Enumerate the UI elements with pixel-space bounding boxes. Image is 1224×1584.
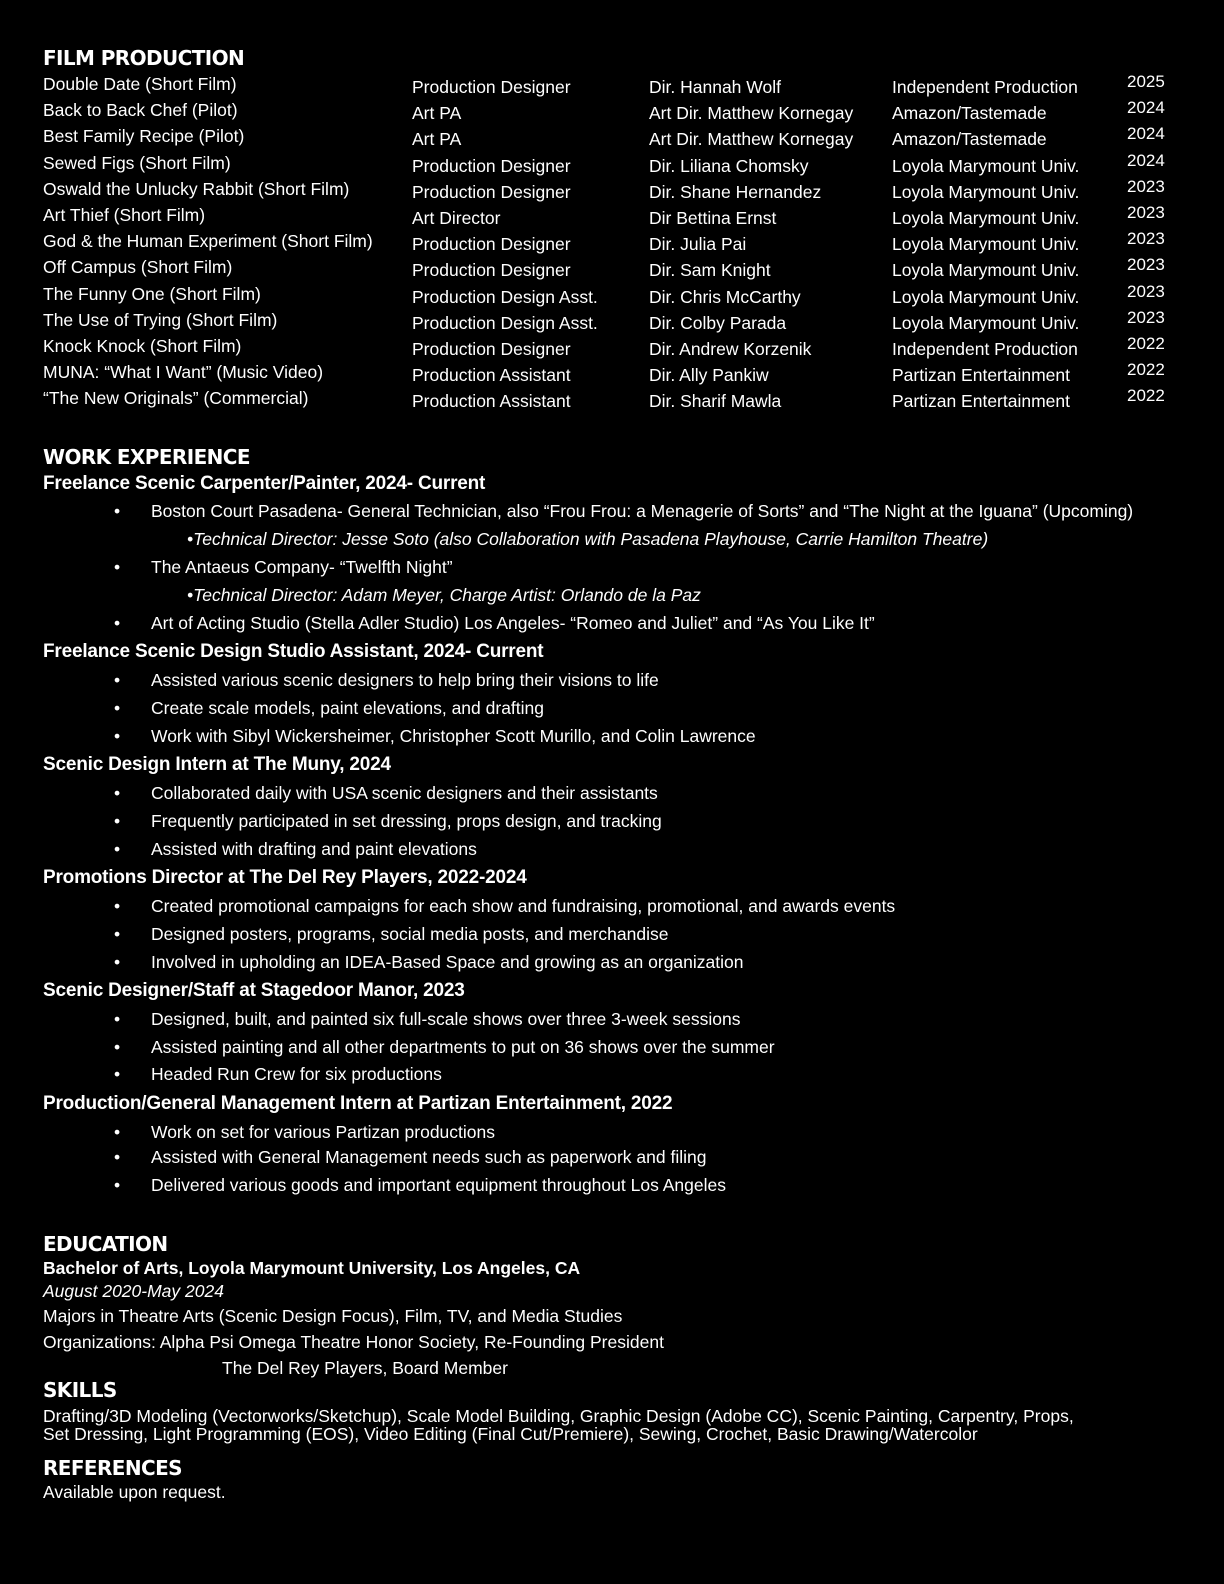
education-heading: EDUCATION <box>43 1232 168 1256</box>
film-company: Loyola Marymount Univ. <box>892 286 1080 307</box>
film-director: Dir. Andrew Korzenik <box>649 339 812 359</box>
job-title: Promotions Director at The Del Rey Players, 2022-2024 <box>43 867 527 888</box>
education-dates: August 2020-May 2024 <box>43 1281 224 1301</box>
resume-page: FILM PRODUCTION Double Date (Short Film) Production Designer Dir. Hannah Wolf Independent Production 2025 Back to Back Chef (Pilot) Art PA Art Dir. Matthew Kornegay Amazon/Tastemade 2024 Best Family Recipe (Pilot) Art PA Art Dir. Matthew Kornegay Amazon/Tastemade 2024 Sewed Figs (Short Film) Production Designer Dir. Liliana Chomsky Loyola Marymount Univ. 2024 Oswald the Unlucky Rabbit (Short Film) Production Designer Dir. Shane Hernandez Loyola Marymount Univ. 2023 Art Thief (Short Film) Art Director Dir Bettina Ernst Loyola Marymount Univ. 2023 God & the Human Experiment (Short Film) Production Designer Dir. Julia Pai Loyola Marymount Univ. 2023 Off Campus (Short Film) Production Designer Dir. Sam Knight Loyola Marymount Univ. 2023 The Funny One (Short Film) Production Design Asst. Dir. Chris McCarthy Loyola Marymount Univ. 2023 The Use of Trying (Short Film) Production Design Asst. Dir. Colby Parada Loyola Marymount Univ. 2023 Knock Knock (Short Film) Production Designer Dir. Andrew Korzenik Independent Production 2022 MUNA: “What I Want” (Music Video) Production Assistant Dir. Ally Pankiw Partizan Entertainment 2022 “The New Originals” (Commercial) Production Assistant Dir. Sharif Mawla Partizan Entertainment 2022 WORK EXPERIENCE Freelance Scenic Carpenter/Painter, 2024- Current • Boston Court Pasadena- General Technician, also “Frou Frou: a Menagerie of Sorts” and “The Night at the Iguana” (Upcoming) •Technical Director: Jesse Soto (also Collaboration with Pasadena Playhouse, Carrie Hamilton Theatre) • The Antaeus Company- “Twelfth Night” •Technical Director: Adam Meyer, Charge Artist: Orlando de la Paz • Art of Acting Studio (Stella Adler Studio) Los Angeles- “Romeo and Juliet” and “As You Like It” Freelance Scenic Design Studio Assistant, 2024- Current • Assisted various scenic designers to help bring their visions to life • Create scale models, paint elevations, and drafting • Work with Sibyl Wickersheimer, Christopher Scott Murillo, and Colin Lawrence Scenic Design Intern at The Muny, 2024 • Collaborated daily with USA scenic designers and their assistants • Frequently participated in set dressing, props design, and tracking • Assisted with drafting and paint elevations Promotions Director at The Del Rey Players, 2022-2024 • Created promotional campaigns for each show and fundraising, promotional, and awards events • Designed posters, programs, social media posts, and merchandise • Involved in upholding an IDEA-Based Space and growing as an organization Scenic Designer/Staff at Stagedoor Manor, 2023 • Designed, built, and painted six full-scale shows over three 3-week sessions • Assisted painting and all other departments to put on 36 shows over the summer • Headed Run Crew for six productions Production/General Management Intern at Partizan Entertainment, 2022 • Work on set for various Partizan productions • Assisted with General Management needs such as paperwork and filing • Delivered various goods and important equipment throughout Los Angeles EDUCATION Bachelor of Arts, Loyola Marymount University, Los Angeles, CA August 2020-May 2024 Majors in Theatre Arts (Scenic Design Focus), Film, TV, and Media Studies Organizations: Alpha Psi Omega Theatre Honor Society, Re-Founding President The Del Rey Players, Board Member SKILLS Drafting/3D Modeling (Vectorworks/Sketchup), Scale Model Building, Graphic Design (Adobe CC), Scenic Painting, Carpentry, Props, Set Dressing, Light Programming (EOS), Video Editing (Final Cut/Premiere), Sewing, Crochet, Basic Drawing/Watercolor REFERENCES Available upon request. <box>0 0 1224 1584</box>
film-role: Production Assistant <box>412 365 571 386</box>
film-year: 2024 <box>1127 124 1165 144</box>
film-role: Production Assistant <box>412 391 571 412</box>
film-director: Dir. Liliana Chomsky <box>649 155 809 176</box>
film-company: Amazon/Tastemade <box>892 103 1047 124</box>
film-row <box>0 150 1224 181</box>
film-role: Art PA <box>412 103 462 124</box>
job-title: Scenic Designer/Staff at Stagedoor Manor, 2023 <box>43 980 465 1001</box>
film-director: Dir. Hannah Wolf <box>649 77 781 97</box>
film-year: 2022 <box>1127 334 1165 353</box>
film-role: Production Design Asst. <box>412 286 598 307</box>
film-row <box>0 281 1224 312</box>
film-role: Production Design Asst. <box>412 312 598 333</box>
film-title: Off Campus (Short Film) <box>43 257 233 278</box>
film-role: Production Designer <box>412 77 571 97</box>
film-title: MUNA: “What I Want” (Music Video) <box>43 362 324 383</box>
film-title: “The New Originals” (Commercial) <box>43 388 309 409</box>
film-company: Partizan Entertainment <box>892 365 1071 386</box>
film-title: Best Family Recipe (Pilot) <box>43 126 245 147</box>
film-role: Production Designer <box>412 181 571 202</box>
film-row <box>0 72 1224 102</box>
film-title: Back to Back Chef (Pilot) <box>43 100 238 121</box>
job-title: Freelance Scenic Design Studio Assistant, 2024- Current <box>43 641 544 662</box>
film-company: Loyola Marymount Univ. <box>892 312 1080 333</box>
film-row <box>0 124 1224 154</box>
film-year: 2023 <box>1127 229 1165 249</box>
film-year: 2024 <box>1127 98 1165 118</box>
film-row <box>0 334 1224 364</box>
film-company: Independent Production <box>892 339 1078 359</box>
film-title: Art Thief (Short Film) <box>43 205 206 225</box>
film-title: Knock Knock (Short Film) <box>43 336 242 356</box>
film-year: 2023 <box>1127 203 1165 222</box>
film-title: Double Date (Short Film) <box>43 74 237 94</box>
film-title: The Funny One (Short Film) <box>43 283 261 304</box>
skills-heading: SKILLS <box>43 1378 117 1402</box>
film-director: Art Dir. Matthew Kornegay <box>649 129 854 150</box>
film-role: Production Designer <box>412 234 571 255</box>
film-year: 2022 <box>1127 360 1165 380</box>
film-production-heading: FILM PRODUCTION <box>43 46 245 70</box>
film-director: Dir. Julia Pai <box>649 234 747 255</box>
education-organizations-continued: The Del Rey Players, Board Member <box>222 1358 508 1378</box>
film-row <box>0 203 1224 233</box>
film-company: Partizan Entertainment <box>892 391 1071 412</box>
film-director: Dir Bettina Ernst <box>649 208 777 228</box>
skills-line: Drafting/3D Modeling (Vectorworks/Sketchup), Scale Model Building, Graphic Design (Adobe CC), Scenic Painting, Carpentry, Props, <box>43 1406 1074 1426</box>
film-role: Art PA <box>412 129 462 150</box>
job-title: Freelance Scenic Carpenter/Painter, 2024- Current <box>43 473 486 494</box>
film-title: God & the Human Experiment (Short Film) <box>43 231 373 252</box>
film-row <box>0 255 1224 285</box>
education-majors: Majors in Theatre Arts (Scenic Design Focus), Film, TV, and Media Studies <box>43 1306 623 1326</box>
film-row <box>0 360 1224 390</box>
film-director: Art Dir. Matthew Kornegay <box>649 103 854 124</box>
film-row <box>0 176 1224 207</box>
film-year: 2023 <box>1127 307 1165 327</box>
film-row <box>0 229 1224 259</box>
film-director: Dir. Sharif Mawla <box>649 391 782 412</box>
references-heading: REFERENCES <box>43 1456 182 1480</box>
film-year: 2023 <box>1127 281 1165 301</box>
film-row <box>0 307 1224 338</box>
film-company: Independent Production <box>892 77 1078 97</box>
film-role: Production Designer <box>412 155 571 176</box>
film-director: Dir. Shane Hernandez <box>649 181 822 202</box>
film-title: Sewed Figs (Short Film) <box>43 152 231 173</box>
film-director: Dir. Ally Pankiw <box>649 365 769 386</box>
film-year: 2023 <box>1127 176 1165 196</box>
film-company: Loyola Marymount Univ. <box>892 155 1080 176</box>
education-organizations: Organizations: Alpha Psi Omega Theatre Honor Society, Re-Founding President <box>43 1332 664 1352</box>
film-title: Oswald the Unlucky Rabbit (Short Film) <box>43 178 350 199</box>
film-row <box>0 386 1224 416</box>
references-text: Available upon request. <box>43 1482 226 1502</box>
degree: Bachelor of Arts, Loyola Marymount University, Los Angeles, CA <box>43 1258 581 1278</box>
film-company: Loyola Marymount Univ. <box>892 260 1080 281</box>
job-subnote: •Technical Director: Adam Meyer, Charge Artist: Orlando de la Paz <box>187 585 701 605</box>
film-year: 2023 <box>1127 255 1165 275</box>
film-company: Amazon/Tastemade <box>892 129 1047 150</box>
work-experience-heading: WORK EXPERIENCE <box>43 445 250 469</box>
job-title: Production/General Management Intern at Partizan Entertainment, 2022 <box>43 1093 673 1114</box>
film-director: Dir. Sam Knight <box>649 260 771 281</box>
skills-line: Set Dressing, Light Programming (EOS), Video Editing (Final Cut/Premiere), Sewing, Crochet, Basic Drawing/Watercolor <box>43 1424 978 1444</box>
film-company: Loyola Marymount Univ. <box>892 181 1080 202</box>
film-row <box>0 98 1224 128</box>
job-title: Scenic Design Intern at The Muny, 2024 <box>43 754 391 775</box>
film-director: Dir. Colby Parada <box>649 312 787 333</box>
film-director: Dir. Chris McCarthy <box>649 286 801 307</box>
film-title: The Use of Trying (Short Film) <box>43 309 278 330</box>
film-year: 2022 <box>1127 386 1165 406</box>
film-role: Production Designer <box>412 260 571 281</box>
film-year: 2024 <box>1127 150 1165 170</box>
film-company: Loyola Marymount Univ. <box>892 234 1080 255</box>
film-company: Loyola Marymount Univ. <box>892 208 1080 228</box>
film-role: Production Designer <box>412 339 571 359</box>
skills-list <box>43 1407 1193 1443</box>
film-role: Art Director <box>412 208 501 228</box>
job-subnote: •Technical Director: Jesse Soto (also Collaboration with Pasadena Playhouse, Carrie Hamilton Theatre) <box>187 529 989 549</box>
film-year: 2025 <box>1127 72 1165 91</box>
